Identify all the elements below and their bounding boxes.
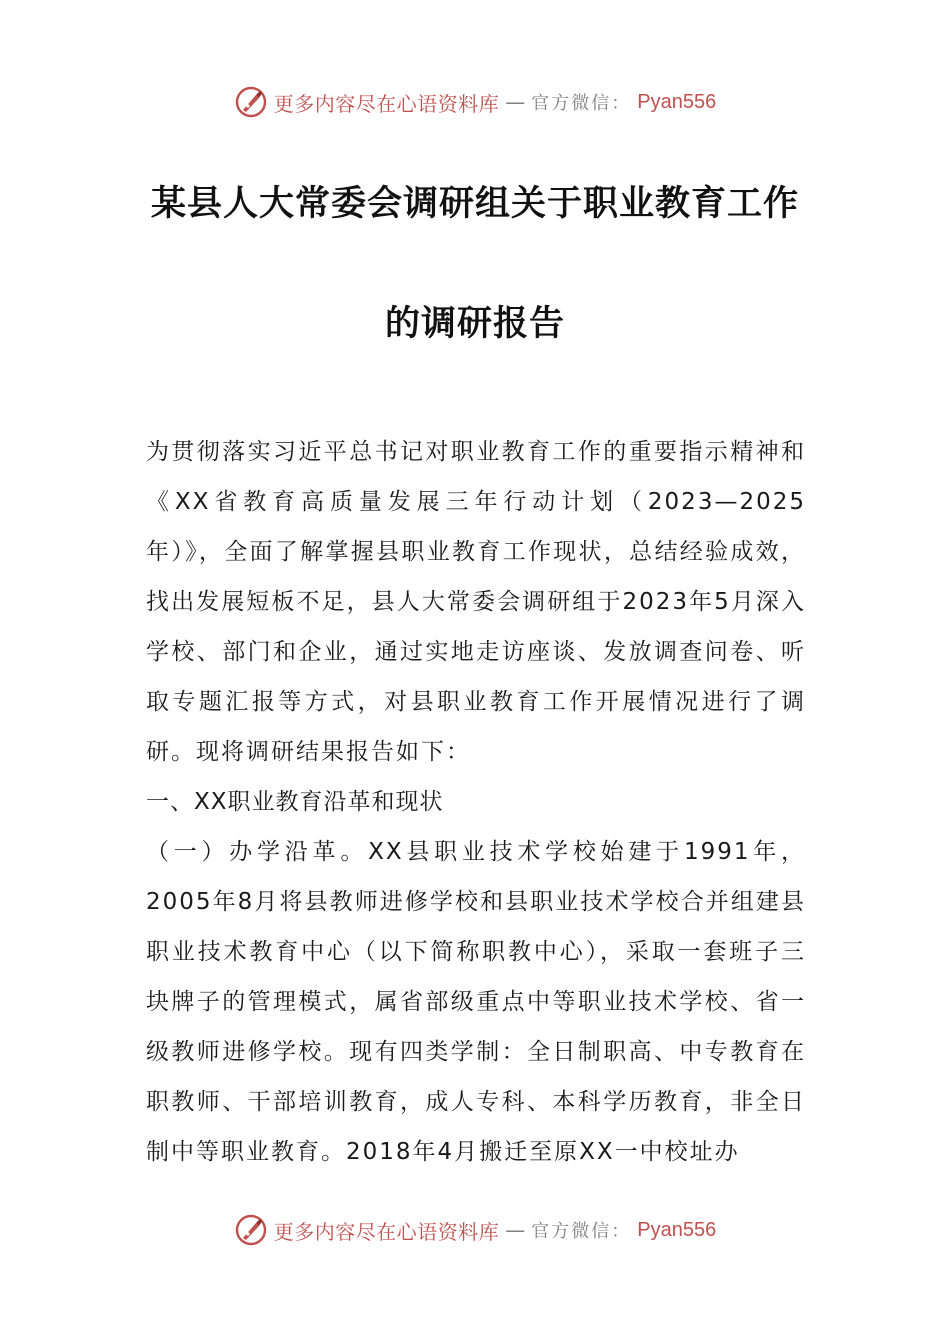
watermark-wechat-id: Pyan556 bbox=[637, 1218, 717, 1241]
watermark-brand: 更多内容尽在心语资料库 bbox=[273, 1219, 500, 1244]
watermark-brand: 更多内容尽在心语资料库 bbox=[273, 91, 500, 116]
intro-paragraph: 为贯彻落实习近平总书记对职业教育工作的重要指示精神和《XX省教育高质量发展三年行动计划（2023—2025年）》，全面了解掌握县职业教育工作现状，总结经验成效，找出发展短板不足，县人大常委会调研组于2023年5月深入学校、部门和企业，通过实地走访座谈、发放调查问卷、听取专题汇报等方式，对县职业教育工作开展情况进行了调研。现将调研结果报告如下： bbox=[146, 439, 806, 765]
watermark-wechat-label: 官方微信： bbox=[531, 1221, 632, 1242]
watermark-dash: — bbox=[505, 90, 526, 114]
pen-nib-seal-icon bbox=[234, 85, 268, 119]
watermark-wechat-label: 官方微信： bbox=[531, 93, 632, 114]
pen-nib-seal-icon bbox=[234, 1213, 268, 1247]
history-paragraph: （一）办学沿革。XX县职业技术学校始建于1991年，2005年8月将县教师进修学校和县职业技术学校合并组建县职业技术教育中心（以下简称职教中心），采取一套班子三块牌子的管理模式，属省部级重点中等职业技术学校、省一级教师进修学校。现有四类学制：全日制职高、中专教育在职教师、干部培训教育，成人专科、本科学历教育，非全日制中等职业教育。2018年4月搬迁至原XX一中校址办 bbox=[146, 839, 806, 1165]
document-title-line-1: 某县人大常委会调研组关于职业教育工作 bbox=[150, 183, 799, 224]
document-body bbox=[146, 427, 806, 1177]
section-heading: 一、XX职业教育沿革和现状 bbox=[146, 789, 444, 815]
watermark-dash: — bbox=[505, 1218, 526, 1242]
document-title-line-2: 的调研报告 bbox=[384, 303, 565, 344]
watermark-header bbox=[0, 82, 950, 122]
watermark-footer bbox=[0, 1210, 950, 1250]
watermark-wechat-id: Pyan556 bbox=[637, 90, 717, 113]
